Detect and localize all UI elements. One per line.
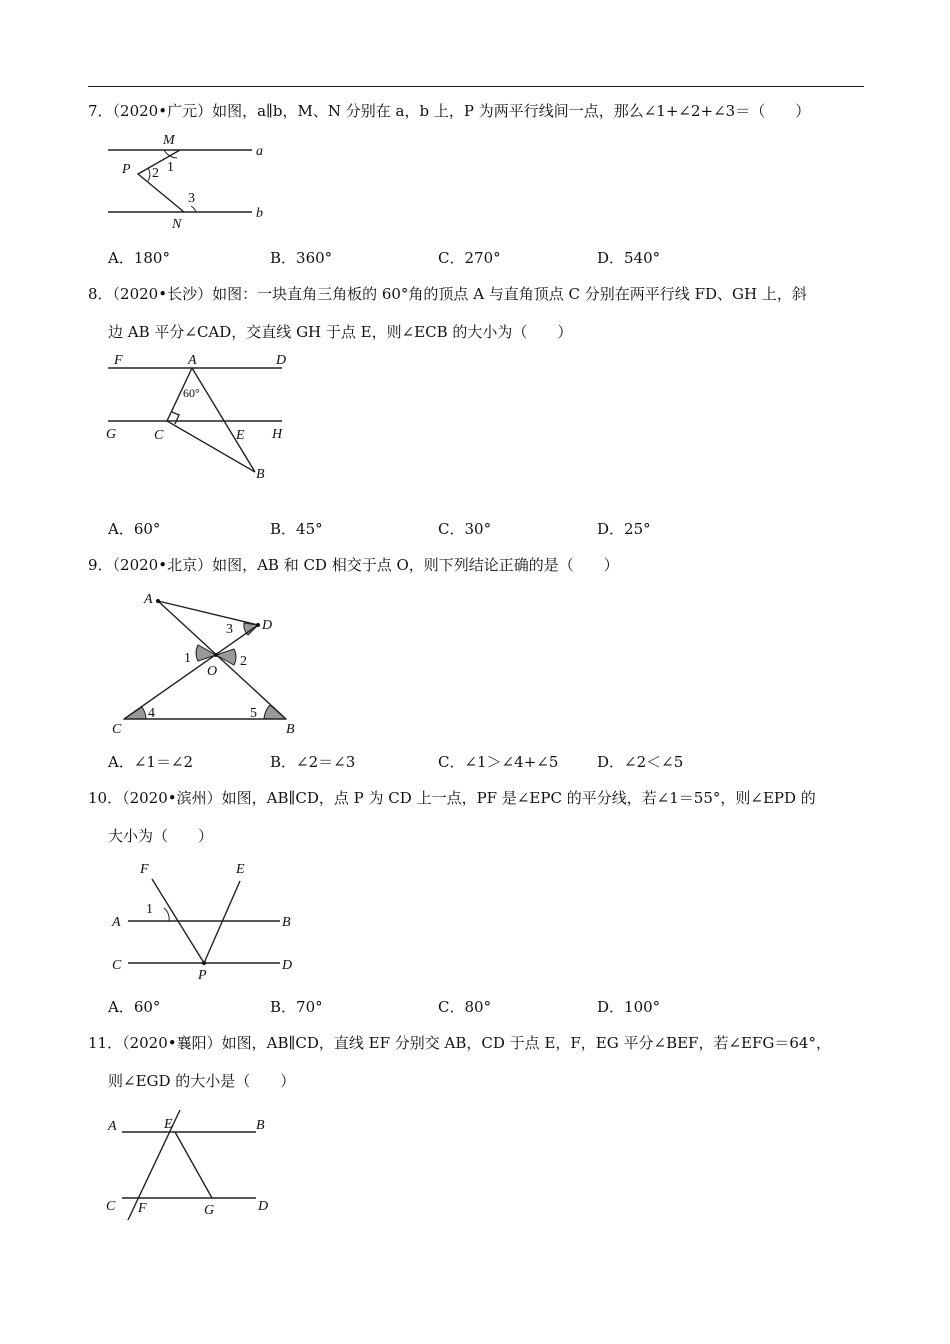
label-p: P <box>198 968 207 983</box>
option-b[interactable]: B．∠2＝∠3 <box>270 753 356 771</box>
label-b: B <box>256 467 265 482</box>
label-c: C <box>112 958 122 973</box>
question-8-options <box>0 519 950 539</box>
question-11-text-1: 11．（2020•襄阳）如图，AB∥CD，直线 EF 分别交 AB，CD 于点 E，F，EG 平分∠BEF，若∠EFG＝64°， <box>88 1034 831 1052</box>
option-a[interactable]: A．∠1＝∠2 <box>108 753 194 771</box>
label-m: M <box>163 133 175 148</box>
label-b: B <box>256 1118 265 1133</box>
label-60-degrees: 60° <box>183 386 200 400</box>
question-8-text-1: 8．（2020•长沙）如图：一块直角三角板的 60°角的顶点 A 与直角顶点 C 分别在两平行线 FD、GH 上，斜 <box>88 285 807 303</box>
label-angle-1: 1 <box>184 651 191 666</box>
label-d: D <box>262 618 273 633</box>
label-f: F <box>140 862 149 877</box>
question-10-figure <box>100 855 310 990</box>
question-10-text-1: 10．（2020•滨州）如图，AB∥CD，点 P 为 CD 上一点，PF 是∠EPC 的平分线，若∠1＝55°，则∠EPD 的 <box>88 789 816 807</box>
option-c[interactable]: C．∠1＞∠4+∠5 <box>438 753 559 771</box>
label-a: a <box>256 144 263 159</box>
label-angle-3: 3 <box>226 622 233 637</box>
option-c[interactable]: C．270° <box>438 249 501 267</box>
label-b: b <box>256 206 263 221</box>
label-a: A <box>108 1119 117 1134</box>
question-7-text: 7．（2020•广元）如图，a∥b，M、N 分别在 a，b 上，P 为两平行线间一点，那么∠1+∠2+∠3＝（ ） <box>88 102 811 120</box>
label-c: C <box>106 1199 116 1214</box>
label-d: D <box>276 353 287 368</box>
question-9-text: 9．（2020•北京）如图，AB 和 CD 相交于点 O，则下列结论正确的是（ ） <box>88 556 619 574</box>
option-b[interactable]: B．360° <box>270 249 333 267</box>
option-d[interactable]: D．100° <box>597 998 661 1016</box>
label-e: E <box>164 1117 173 1132</box>
label-c: C <box>154 428 164 443</box>
option-c[interactable]: C．80° <box>438 998 492 1016</box>
option-d[interactable]: D．25° <box>597 520 651 538</box>
option-d[interactable]: D．540° <box>597 249 661 267</box>
label-c: C <box>112 722 122 737</box>
question-7-figure <box>100 128 280 232</box>
question-10-options <box>0 997 950 1017</box>
label-g: G <box>204 1203 215 1218</box>
label-angle-2: 2 <box>240 654 247 669</box>
label-h: H <box>272 427 283 442</box>
question-8-figure <box>100 350 300 490</box>
question-10-text-2: 大小为（ ） <box>108 827 214 845</box>
header-rule <box>88 86 864 87</box>
label-f: F <box>138 1201 147 1216</box>
option-a[interactable]: A．180° <box>108 249 170 267</box>
label-d: D <box>258 1199 269 1214</box>
question-8-text-2: 边 AB 平分∠CAD，交直线 GH 于点 E，则∠ECB 的大小为（ ） <box>108 323 573 341</box>
label-angle-1: 1 <box>146 902 153 917</box>
label-a: A <box>144 592 153 607</box>
option-d[interactable]: D．∠2＜∠5 <box>597 753 684 771</box>
label-d: D <box>282 958 293 973</box>
label-a: A <box>112 915 121 930</box>
option-a[interactable]: A．60° <box>108 520 161 538</box>
label-e: E <box>236 428 245 443</box>
label-angle-5: 5 <box>250 706 257 721</box>
label-angle-2: 2 <box>152 166 159 181</box>
label-f: F <box>114 353 123 368</box>
label-angle-4: 4 <box>148 706 155 721</box>
label-b: B <box>282 915 291 930</box>
question-9-options <box>0 752 950 772</box>
label-o: O <box>207 664 218 679</box>
label-n: N <box>172 217 182 232</box>
label-angle-3: 3 <box>188 191 195 206</box>
question-11-text-2: 则∠EGD 的大小是（ ） <box>108 1072 296 1090</box>
question-9-figure <box>100 585 320 745</box>
label-p: P <box>122 162 131 177</box>
label-angle-1: 1 <box>167 160 174 175</box>
question-11-figure <box>100 1108 290 1228</box>
label-a: A <box>188 353 197 368</box>
option-a[interactable]: A．60° <box>108 998 161 1016</box>
option-c[interactable]: C．30° <box>438 520 492 538</box>
option-b[interactable]: B．45° <box>270 520 323 538</box>
label-b: B <box>286 722 295 737</box>
label-g: G <box>106 427 117 442</box>
question-7-options <box>0 248 950 268</box>
option-b[interactable]: B．70° <box>270 998 323 1016</box>
label-e: E <box>236 862 245 877</box>
